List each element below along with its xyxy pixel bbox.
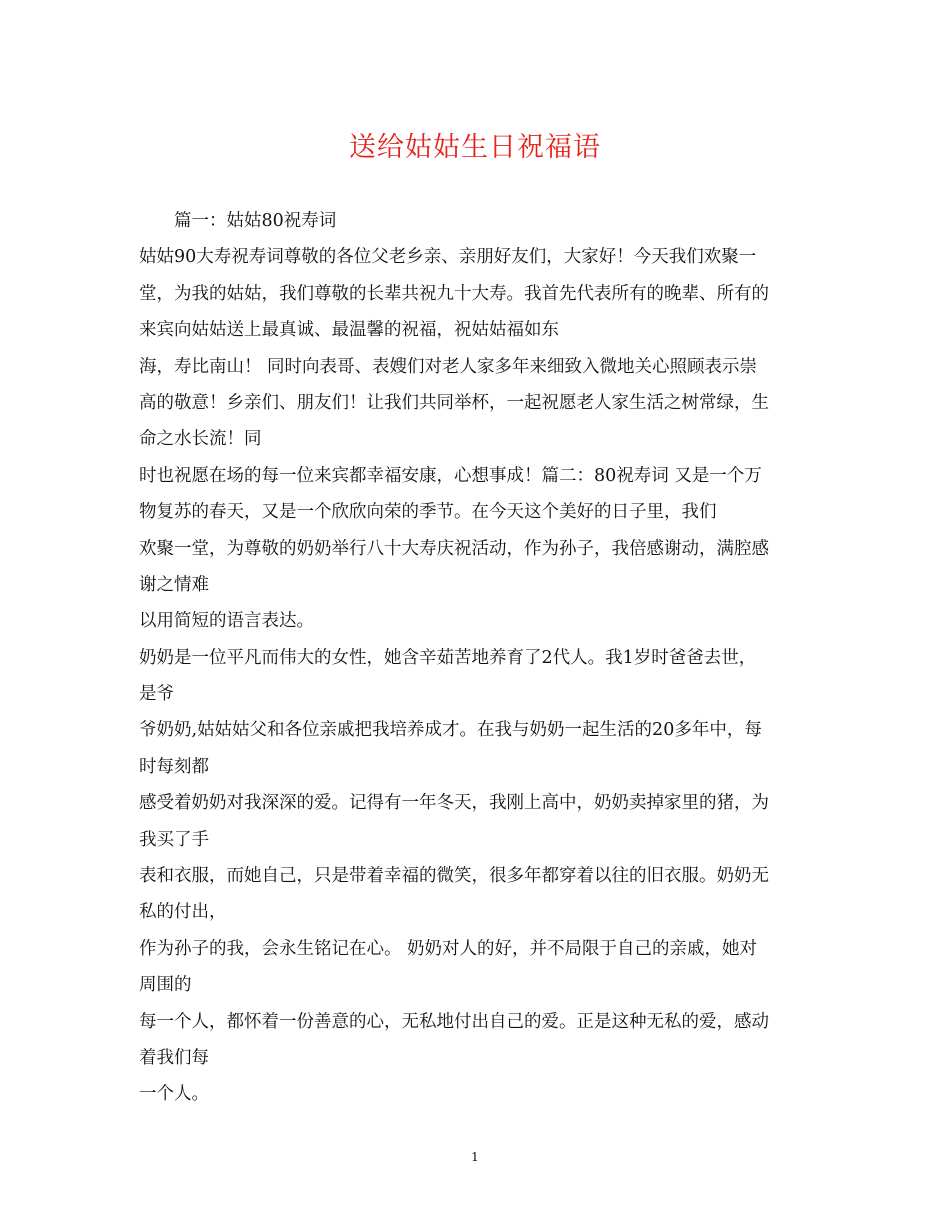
page-number: 1 [471,1150,479,1164]
document-body [139,203,819,1113]
text-line: 时也祝愿在场的每一位来宾都幸福安康，心想事成！篇二：80祝寿词 又是一个万 [139,465,762,486]
text-line: 物复苏的春天，又是一个欣欣向荣的季节。在今天这个美好的日子里，我们 [139,502,717,523]
text-line: 表和衣服，而她自己，只是带着幸福的微笑，很多年都穿着以往的旧衣服。奶奶无 [139,866,769,887]
text-line: 周围的 [139,975,192,996]
text-line: 欢聚一堂，为尊敬的奶奶举行八十大寿庆祝活动，作为孙子，我倍感谢动，满腔感 [139,538,769,559]
text-line: 高的敬意！乡亲们、朋友们！让我们共同举杯，一起祝愿老人家生活之树常绿，生 [139,392,769,413]
text-line: 以用简短的语言表达。 [139,611,314,632]
text-line: 篇一：姑姑80祝寿词 [174,211,337,231]
text-line: 我买了手 [139,829,209,850]
text-line: 一个人。 [139,1084,209,1105]
text-line: 感受着奶奶对我深深的爱。记得有一年冬天，我刚上高中，奶奶卖掉家里的猪，为 [139,793,769,814]
text-line: 私的付出， [139,902,227,923]
text-line: 着我们每 [139,1047,209,1068]
text-line: 堂，为我的姑姑，我们尊敬的长辈共祝九十大寿。我首先代表所有的晚辈、所有的 [139,283,769,304]
text-line: 时每刻都 [139,756,209,777]
text-line: 爷奶奶,姑姑姑父和各位亲戚把我培养成才。在我与奶奶一起生活的20多年中，每 [139,720,762,741]
text-line: 海，寿比南山！ 同时向表哥、表嫂们对老人家多年来细致入微地关心照顾表示崇 [139,356,758,377]
text-line: 每一个人，都怀着一份善意的心，无私地付出自己的爱。正是这种无私的爱，感动 [139,1011,769,1032]
text-line: 谢之情难 [139,574,209,595]
text-line: 命之水长流！同 [139,429,262,450]
text-line: 作为孙子的我，会永生铭记在心。 奶奶对人的好，并不局限于自己的亲戚，她对 [139,938,758,959]
page-title: 送给姑姑生日祝福语 [349,132,601,163]
text-line: 姑姑90大寿祝寿词尊敬的各位父老乡亲、亲朋好友们，大家好！今天我们欢聚一 [139,247,757,268]
text-line: 来宾向姑姑送上最真诚、最温馨的祝福，祝姑姑福如东 [139,320,559,341]
text-line: 是爷 [139,684,174,705]
text-line: 奶奶是一位平凡而伟大的女性，她含辛茹苦地养育了2代人。我1岁时爸爸去世， [139,647,757,668]
